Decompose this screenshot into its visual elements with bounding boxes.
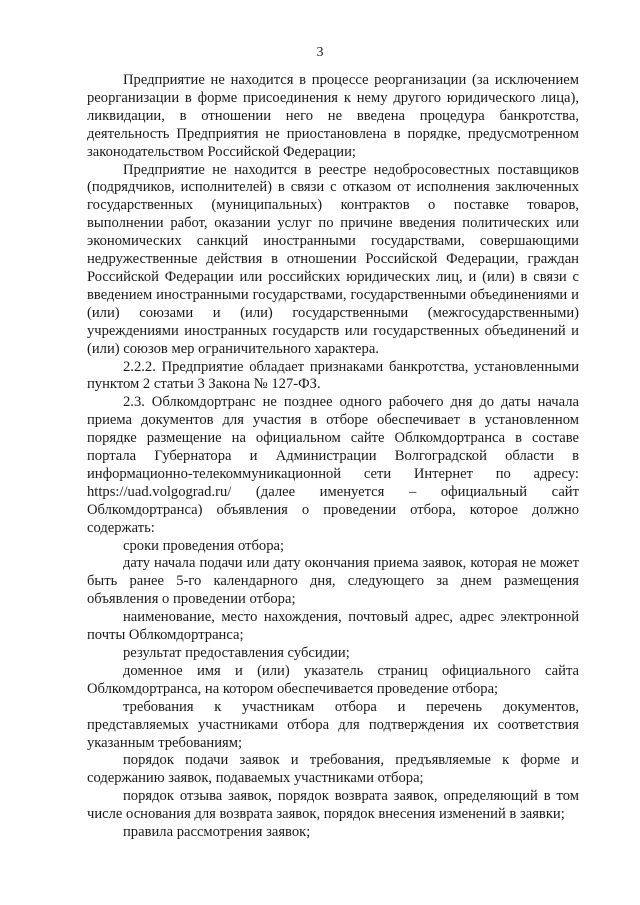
paragraph-2-2-2: 2.2.2. Предприятие обладает признаками банкротства, установленными пунктом 2 статьи 3 Закона № 127-ФЗ.: [87, 358, 579, 393]
list-item-review-rules: правила рассмотрения заявок;: [123, 824, 311, 841]
list-item-domain-name: доменное имя и (или) указатель страниц официального сайта Облкомдортранса, на котором обеспечивается проведение отбора;: [87, 662, 579, 697]
document-body: [87, 72, 579, 842]
list-item-participant-requirements: требования к участникам отбора и перечень документов, представляемых участниками отбора для подтверждения их соответствия указанным требованиям;: [87, 698, 579, 751]
page-number: 3: [316, 45, 324, 60]
list-item-application-dates: дату начала подачи или дату окончания приема заявок, которая не может быть ранее 5-го календарного дня, следующего за днем размещения объявления о проведении отбора;: [87, 555, 579, 608]
list-item-withdrawal-procedure: порядок отзыва заявок, порядок возврата заявок, определяющий в том числе основания для возврата заявок, порядок внесения изменений в заявки;: [87, 788, 579, 823]
list-item-selection-dates: сроки проведения отбора;: [123, 537, 285, 554]
paragraph-not-in-reorganization: Предприятие не находится в процессе реорганизации (за исключением реорганизации в форме присоединения к нему другого юридического лица), ликвидации, в отношении него не введена процедура банкротства, деятельность Предприятия не приостановлена в порядке, предусмотренном законодательством Российской Федерации;: [87, 72, 579, 160]
paragraph-not-in-unscrupulous-registry: Предприятие не находится в реестре недобросовестных поставщиков (подрядчиков, исполнителей) в связи с отказом от исполнения заключенных государственных (муниципальных) контрактов о поставке товаров, выполнении работ, оказании услуг по причине введения политических или экономических санкций иностранными государствами, совершающими недружественные действия в отношении Российской Федерации, граждан Российской Федерации или российских юридических лиц, и (или) в связи с введением иностранными государствами, государственными объединениями и (или) союзами и (или) государственными (межгосударственными) учреждениями иностранных государств или государственных объединений и (или) союзов мер ограничительного характера.: [87, 161, 579, 357]
paragraph-2-3: 2.3. Облкомдортранс не позднее одного рабочего дня до даты начала приема документов для участия в отборе обеспечивает в установленном порядке размещение на официальном сайте Облкомдортранса в составе портала Губернатора и Администрации Волгоградской области в информационно-телекоммуникационной сети Интернет по адресу: https://uad.volgograd.ru/ (далее именуется – официальный сайт Облкомдортранса) объявления о проведении отбора, которое должно содержать:: [87, 394, 579, 536]
list-item-contact-details: наименование, место нахождения, почтовый адрес, адрес электронной почты Облкомдортранса;: [87, 609, 579, 644]
list-item-application-procedure: порядок подачи заявок и требования, предъявляемые к форме и содержанию заявок, подаваемых участниками отбора;: [87, 752, 579, 787]
list-item-subsidy-result: результат предоставления субсидии;: [123, 645, 350, 661]
